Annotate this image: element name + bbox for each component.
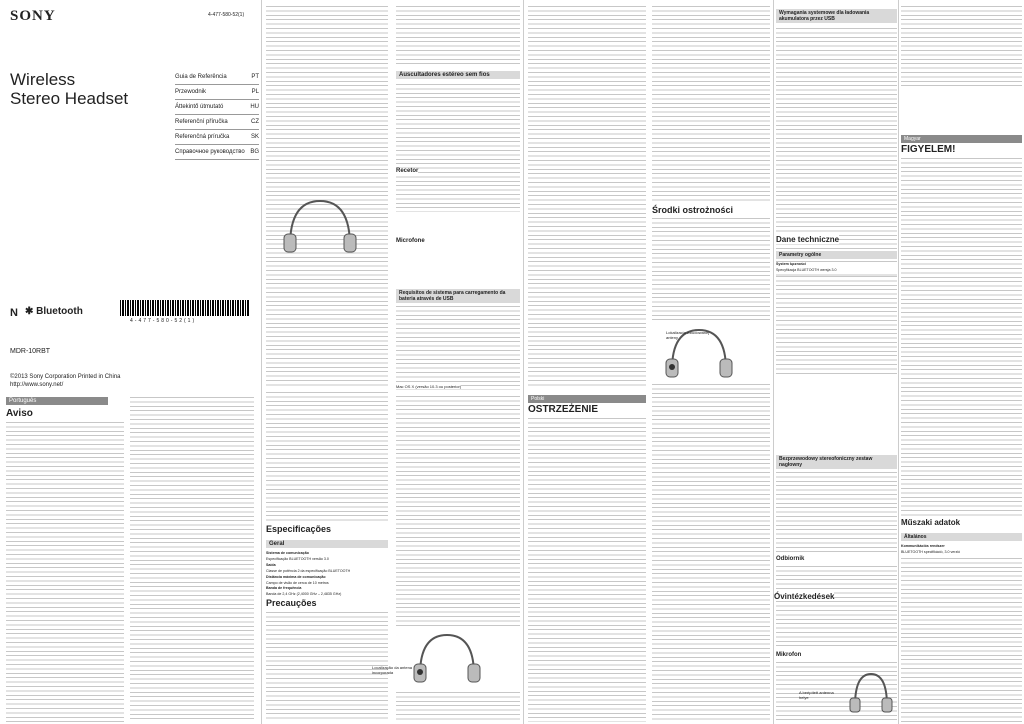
barcode-text: 4-477-580-52(1): [130, 318, 197, 324]
lang-label: Przewodnik: [175, 89, 207, 95]
lang-label: Referenční příručka: [175, 119, 228, 125]
pt-aviso-body-2: [130, 397, 254, 722]
pt-usb-body: [396, 306, 520, 390]
text-block-right-bottom-2: [396, 692, 520, 722]
pl-panel-1: [524, 0, 774, 724]
hu-spec-body: [901, 558, 1022, 722]
lang-row: [175, 100, 259, 115]
spec-value: Banda de 2,4 GHz (2,4000 GHz – 2,4835 GHz): [266, 592, 342, 597]
antenna-location-icon: [412, 630, 482, 685]
hu-ovintezkedesek-heading: Óvintézkedések: [774, 592, 835, 601]
antenna-location-icon: [849, 670, 893, 714]
cover-panel: [0, 0, 262, 724]
spec-value: Classe de potência 2 da especificação BLUETOOTH: [266, 568, 351, 573]
text-block-right-bottom: [396, 396, 520, 626]
lang-label: Guia de Referência: [175, 74, 227, 80]
hu-body-top: [901, 6, 1022, 86]
pt-aviso-heading: Aviso: [6, 408, 33, 419]
pt-lang-bar: Português: [6, 397, 108, 405]
headphone-icon: [280, 196, 360, 256]
lang-row: [175, 85, 259, 100]
title-line-2: Stereo Headset: [10, 89, 129, 108]
nfc-icon: N: [10, 307, 18, 319]
text-block-left-bottom: [266, 392, 388, 522]
pt-precaucoes-heading: Precauções: [266, 598, 317, 608]
lang-code: CZ: [251, 119, 259, 125]
pl-odbiornik-heading: Odbiornik: [776, 556, 805, 562]
lang-row: [175, 115, 259, 130]
pl-antenna-label: Lokalizacja wbudowanej anteny: [666, 330, 710, 340]
pl-ostrzezenie-body: [528, 418, 646, 722]
pl-wymagania-bar: Wymagania systemowe dla ładowania akumulatora przez USB: [776, 9, 897, 23]
text-block-right-mid: [396, 84, 520, 212]
pl-srodki-body-2: [652, 384, 770, 722]
lang-row: [175, 70, 259, 85]
pt-usb-mac: Mac OS X (versão 10.3 ou posterior): [396, 384, 462, 389]
lang-code: SK: [250, 134, 259, 140]
pt-geral-bar: Geral: [266, 540, 388, 548]
model-number: MDR-10RBT: [10, 348, 51, 355]
copyright: ©2013 Sony Corporation Printed in China: [10, 374, 121, 380]
lang-code: PL: [251, 89, 259, 95]
pl-panel-2: [774, 0, 899, 724]
hu-antenna-illustration: [849, 670, 893, 714]
pt-microfone-heading: Microfone: [396, 238, 425, 244]
spec-label: Distância máxima de comunicação: [266, 574, 326, 579]
hu-figyelem-body: [901, 158, 1022, 516]
pl-srodki-body: [652, 218, 770, 322]
spec-label: Sistema de comunicação: [266, 551, 309, 555]
lang-label: Áttekintő útmutató: [175, 104, 224, 110]
spec-label: System łączności: [776, 262, 806, 266]
body-text-block: [130, 397, 254, 722]
pt-precaucoes-body: [266, 612, 388, 720]
pl-odbiornik-body: [776, 566, 897, 646]
lang-code: BG: [250, 149, 259, 155]
pl-srodki-heading: Środki ostrożności: [652, 205, 734, 215]
spec-value: Especificação BLUETOOTH versão 3.0: [266, 556, 329, 561]
lang-label: Справочное руководство: [175, 149, 245, 155]
pt-antenna-illustration: [412, 630, 482, 685]
spec-value: Campo de visão de cerca de 10 metros: [266, 580, 329, 585]
website-url: http://www.sony.net/: [10, 382, 64, 388]
pl-mikrofon-heading: Mikrofon: [776, 652, 802, 658]
bluetooth-wordmark: Bluetooth: [36, 306, 83, 317]
pt-antenna-label: Localização da antena incorporada: [372, 665, 413, 675]
pl-lang-bar: Polski: [528, 395, 646, 403]
pl-ostrzezenie-heading: OSTRZEŻENIE: [528, 404, 599, 415]
text-block-right-top: [396, 6, 520, 66]
hu-figyelem-heading: FIGYELEM!: [901, 144, 956, 155]
bluetooth-logo: [25, 306, 83, 317]
pl-spec-list: [776, 262, 897, 274]
body-text-block: [6, 422, 124, 722]
pl-spec-body: [776, 276, 897, 376]
hu-spec-list: [901, 544, 1022, 556]
hu-altalanos-bar: Általános: [901, 533, 1022, 541]
product-title: [10, 70, 128, 108]
pt-aviso-body: [6, 422, 124, 722]
text-block-right: [652, 6, 770, 202]
spec-label: Kommunikációs rendszer: [901, 544, 945, 548]
pl-parametry-bar: Parametry ogólne: [776, 251, 897, 259]
part-number: 4-477-580-52(1): [208, 12, 245, 18]
pt-usb-bar: Requisitos de sistema para carregamento da bateria através de USB: [396, 289, 520, 303]
pt-recetor-heading: Recetor: [396, 168, 419, 174]
title-line-1: Wireless: [10, 70, 76, 89]
spec-label: Saída: [266, 562, 276, 567]
hu-muszaki-heading: Műszaki adatok: [901, 518, 961, 527]
lang-code: HU: [250, 104, 259, 110]
pt-accessories-bar: Auscultadores estéreo sem fios: [396, 71, 520, 79]
pl-dane-heading: Dane techniczne: [776, 235, 840, 244]
hu-lang-bar: Magyar: [901, 135, 1022, 143]
hu-antenna-label: A beépített antenna helye: [799, 690, 834, 700]
spec-label: Banda de frequência: [266, 586, 302, 591]
text-block-left: [528, 6, 646, 386]
barcode: [120, 300, 250, 316]
pt-especificacoes-heading: Especificações: [266, 524, 332, 534]
headphone-illustration: [280, 196, 360, 256]
brand-logo: SONY: [10, 8, 56, 24]
spec-value: BLUETOOTH specifikáció, 3.0 verzió: [901, 549, 961, 554]
pt-panel: [262, 0, 524, 724]
spec-value: Specyfikacja BLUETOOTH wersja 3.0: [776, 267, 837, 272]
lang-code: PT: [251, 74, 259, 80]
pl-zestaw-body: [776, 472, 897, 552]
language-index: [175, 70, 259, 160]
lang-row: [175, 145, 259, 160]
lang-label: Referenčná príručka: [175, 134, 230, 140]
pt-spec-list: [266, 551, 388, 598]
bluetooth-icon: ✱: [25, 306, 34, 317]
pl-zestaw-bar: Bezprzewodowy stereofoniczny zestaw nagłowny: [776, 455, 897, 469]
lang-row: [175, 130, 259, 145]
